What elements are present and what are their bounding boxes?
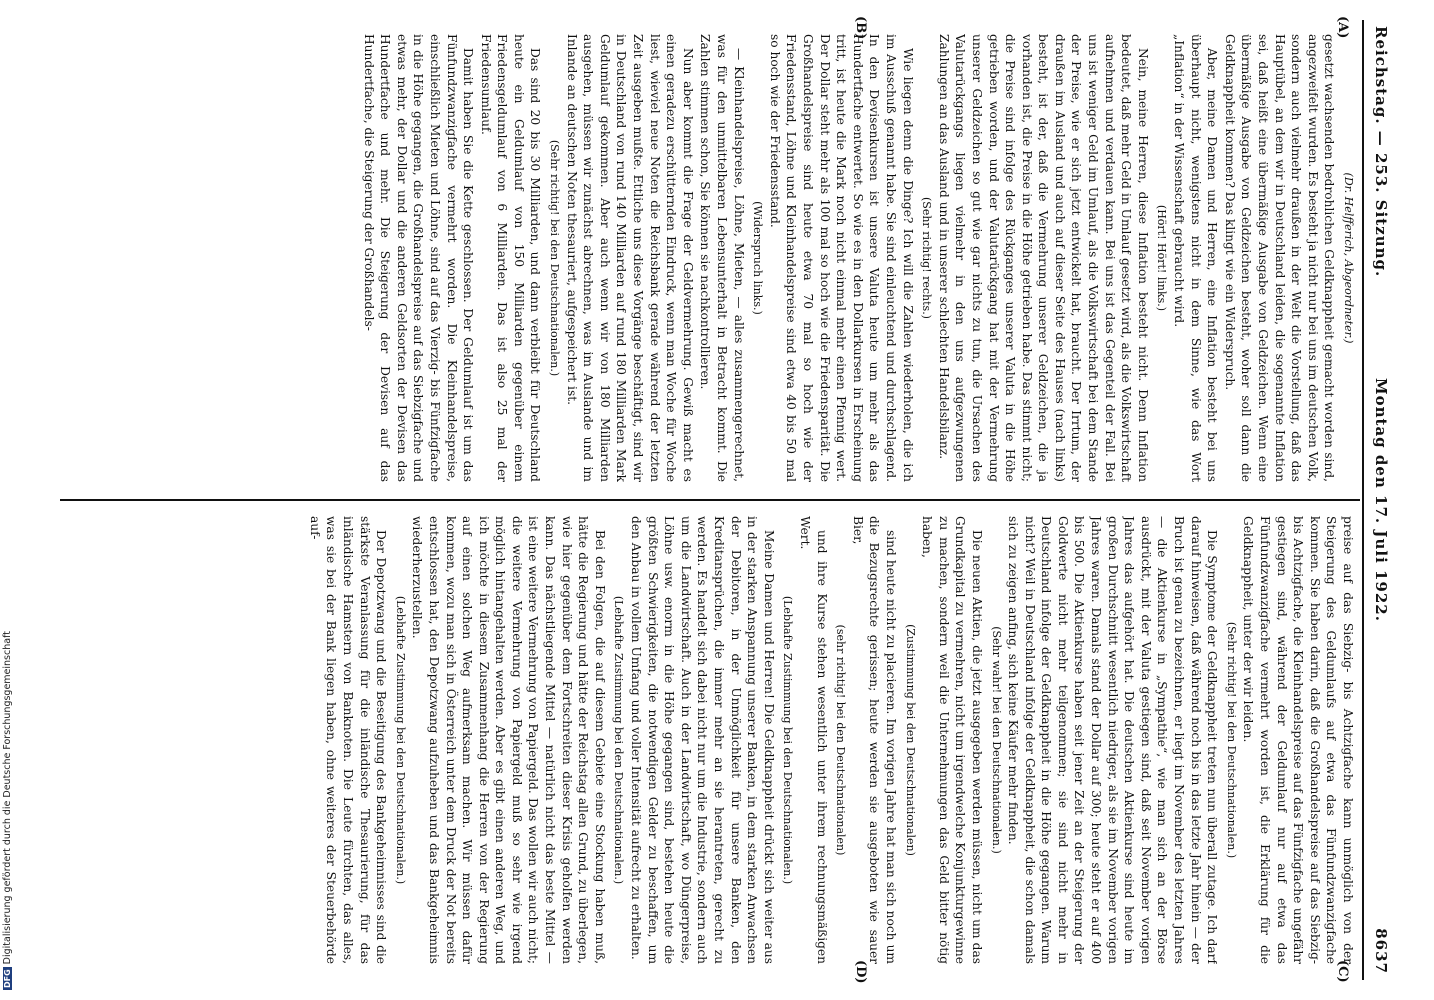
interjection: (Hört! Hört! links.): [1155, 204, 1169, 312]
paragraph: Aber, meine Damen und Herren, eine Inflation besteht bei uns überhaupt nicht, wenigstens nicht in dem Sinne, wie das Wort „Inflation“ in der Wissenschaft gebraucht wird.: [1172, 34, 1220, 482]
paragraph: preise auf das Siebzig- bis Achtzigfache kann unmöglich von der Steigerung des Geldumlaufs auf etwa das Fünfundzwanzigfache kommen. Sie haben darin, daß die Großhandelspreise auf das Siebzig- bis Achtzigfache, die Kleinhandelspreise auf das Fünfzigfache ungefähr gestiegen sind, während der Geldumlauf nur auf etwa das Fünfundzwanzigfache vermehrt worden ist, die Erklärung für die Geldknappheit, unter der wir leiden.: [1241, 516, 1355, 964]
header-date: Montag den 17. Juli 1922.: [1372, 378, 1390, 622]
interjection: (Lebhafte Zustimmung bei den Deutschnationalen.): [612, 595, 626, 885]
margin-marker-c: (C): [1335, 960, 1350, 983]
margin-marker-a: (A): [1335, 16, 1350, 39]
header-rule: [1362, 20, 1364, 980]
paragraph: Damit haben Sie die Kette geschlossen. Der Geldumlauf ist um das Fünfundzwanzigfache vermehrt worden. Die Kleinhandelspreise, einschließlich Mieten und Löhne, sind auf das Vierzig- bis Fünfzigfache in die Höhe gegangen, die Großhandelspreise auf das Siebzigfache und etwas mehr, der Dollar und die anderen Geldsorten der Devisen das Hundertfache und mehr. Die Steigerung der Devisen auf das Hundertfache, die Steigerung der Großhandels-: [361, 34, 476, 482]
digitization-note: [2, 10, 16, 990]
paragraph: gesetzt wachsenden bedrohlichen Geldknappheit gemacht worden sind, angezweifelt wurden. Es besteht ja nicht nur bei uns im deutschen Volk, sondern auch vielmehr draußen in der Welt die Vorstellung, daß das Hauptübel, an dem wir in Deutschland leiden, die sogenannte Inflation sei, daß heißt eine übermäßige Ausgabe von Geldzeichen. Wenn eine übermäßige Ausgabe von Geldzeichen besteht, woher soll dann die Geldknappheit kommen? Das klingt wie ein Widerspruch.: [1222, 34, 1337, 482]
interjection: (sehr richtig! bei den Deutschnationalen): [834, 624, 848, 856]
paragraph: Nein, meine Herren, diese Inflation besteht nicht. Denn Inflation bedeutet, daß mehr Geld in Umlauf gesetzt wird, als die Volkswirtschaft aufnehmen und verdauen kann. Bei uns ist das Gegenteil der Fall. Bei uns ist weniger Geld im Umlauf, als die Volkswirtschaft bei dem Stande der Preise, wie er sich jetzt entwickelt hat, braucht. Der Irrtum, der draußen im Ausland und auch auf dieser Seite des Hauses (nach links) besteht, ist der, daß die Vermehrung unserer Geldzeichen, die ja vorhanden ist, die Preise in die Höhe getrieben habe. Das stimmt nicht; die Preise sind infolge des Rückganges unserer Valuta in die Höhe getrieben worden, und der Valutarückgang hat mit der Vermehrung unserer Geldzeichen so gut wie gar nichts zu tun, die Ursachen des Valutarückgangs liegen vielmehr in den uns aufgezwungenen Zahlungen an das Ausland und in unserer schlechten Handelsbilanz.: [936, 34, 1150, 482]
interjection: (Sehr wahr! bei den Deutschnationalen.): [989, 626, 1003, 854]
header-session: Reichstag. — 253. Sitzung.: [1372, 26, 1390, 278]
interjection: (Sehr richtig! bei den Deutschnationalen.): [1224, 621, 1238, 859]
paragraph: sind heute nicht zu placieren. Im vorigen Jahre hat man sich noch um die Bezugsrechte gerissen; heute werden sie ausgeboten wie sauer Bier,: [850, 516, 898, 964]
interjection: (Sehr richtig! bei den Deutschnationalen.): [548, 139, 562, 377]
interjection: (Widerspruch links.): [751, 201, 765, 315]
right-paragraphs: [306, 516, 1356, 964]
paragraph: Nun aber kommt die Frage der Geldvermehrung. Gewiß macht es einen geradezu erschütternden Eindruck, wenn man Woche für Woche liest, wieviel neue Noten die Reichsbank gerade während der letzten Zeit ausgeben mußte. Ettliche uns diese Vorgänge beschäftigt, sind wir in Deutschland von rund 140 Milliarden auf rund 180 Milliarden Mark Geldumlauf gekommen. Aber auch wenn wir von 180 Milliarden ausgehen, müssen wir zunächst abrechnen, was im Auslande und im Inlande an deutschen Noten thesauriert, aufgespeichert ist.: [564, 34, 695, 482]
page-header: [1364, 20, 1390, 980]
margin-marker-d: (D): [853, 960, 868, 984]
speaker-line: (Dr. Helfferich, Abgeordneter.): [1342, 172, 1355, 344]
paragraph: und ihre Kurse stehen wesentlich unter ihrem rechnungsmäßigen Wert.: [798, 516, 829, 964]
paragraph: Die Symptome der Geldknappheit treten nun überall zutage. Ich darf darauf hinweisen, daß während noch bis in das letzte Jahr hinein — der Bruch ist genau zu bezeichnen, er liegt im November des letzten Jahres — die Aktienkurse in „Sympathie“, wie man sich an der Börse ausdrückt, mit der Valuta gestiegen sind, daß seit November vorigen Jahres das aufgehört hat. Die deutschen Aktienkurse sind heute im großen Durchschnitt wesentlich niedriger, als sie im November vorigen Jahres waren. Damals stand der Dollar auf 300; heute steht er auf 400 bis 500. Die Aktienkurse haben seit jener Zeit an der Steigerung der Goldwerte nicht mehr teilgenommen; sie sind nicht mehr in Deutschland infolge der Geldknappheit in die Höhe gegangen. Warum nicht? Weil in Deutschland infolge der Geldknappheit, die schon damals sich zu zeigen anfing, sich keine Käufer mehr finden.: [1006, 516, 1220, 964]
margin-marker-b: (B): [853, 16, 868, 40]
paragraph: Meine Damen und Herren! Die Geldknappheit drückt sich weiter aus in der starken Anspannung unserer Banken, in dem starken Anwachsen der Debitoren, in der Unmöglichkeit für unsere Banken, den Kreditansprüchen, die immer mehr an sie herantreten, gerecht zu werden. Es handelt sich dabei nicht nur um die Industrie, sondern auch um die Landwirtschaft. Auch in der Landwirtschaft, wo Düngerpreise, Löhne usw. enorm in die Höhe gegangen sind, bestehen heute die größten Schwierigkeiten, die notwendigen Gelder zu beschaffen, um den Anbau in vollem Umfang und voller Intensität aufrecht zu erhalten.: [629, 516, 776, 964]
interjection: (Lebhafte Zustimmung bei den Deutschnationalen.): [393, 595, 407, 885]
interjection: (Lebhafte Zustimmung bei den Deutschnationalen.): [781, 595, 795, 885]
page-number: 8637: [1372, 928, 1390, 974]
column-divider: [60, 499, 1360, 501]
paragraph: Wie liegen denn die Dinge? Ich will die Zahlen wiederholen, die ich im Ausschuß genannt habe. Sie sind einleuchtend und durchschlagend. In den Devisenkursen ist unsere Valuta heute um mehr als das Hundertfache entwertet. So wie es in den Dollarkursen in Erscheinung tritt, ist heute die Mark noch nicht einmal mehr einen Pfennig wert. Der Dollar steht mehr als 100 mal so hoch wie die Friedensparität. Die Großhandelspreise sind heute etwa 70 mal so hoch wie der Friedensstand, Löhne und Kleinhandelspreise sind etwa 40 bis 50 mal so hoch wie der Friedensstand.: [767, 34, 915, 482]
rotated-newspaper-page: [50, 16, 1390, 984]
paragraph: Bei den Folgen, die auf diesem Gebiete eine Stockung haben muß, hätte die Regierung und hätte der Reichstag allen Grund, zu überlegen, wie hier gegenüber dem Fortschreiten dieser Krisis geholfen werden kann. Das nächstliegende Mittel — natürlich nicht das beste Mittel — ist eine weitere Vermehrung von Papiergeld. Das wollen wir auch nicht; die weitere Vermehrung von Papiergeld muß so sehr wie irgend möglich hintangehalten werden. Aber es gibt einen anderen Weg, und ich möchte in diesem Zusammenhang die Herren von der Regierung auf einen solchen Weg aufmerksam machen. Wir müssen dafür kommen, wozu man sich in Österreich unter dem Druck der Not bereits entschlossen hat, den Depotzwang aufzuheben und das Bankgeheimnis wiederherzustellen.: [410, 516, 607, 964]
left-paragraphs: [360, 34, 1337, 482]
digitization-note-text: Digitalisierung gefördert durch die Deutsche Forschungsgemeinschaft: [2, 631, 13, 965]
dfg-logo: DFG: [3, 969, 12, 988]
right-column: [56, 516, 1356, 964]
paragraph: Der Depotzwang und die Beseitigung des Bankgeheimnisses sind die stärkste Veranlassung für die inländische Thesaurierung, für das inländische Hamstern von Banknoten. Die Leute fürchten, das alles, was sie bei der Bank liegen haben, ohne weiteres der Steuerbehörde auf-: [307, 516, 389, 964]
paragraph: — Kleinhandelspreise, Löhne, Mieten, — alles zusammengerechnet, was für den unmittelbaren Lebensunterhalt in Betracht kommt. Die Zahlen stimmen schon, Sie können sie nachkontrollieren.: [698, 34, 746, 482]
left-column: [56, 34, 1356, 482]
interjection: (Zustimmung bei den Deutschnationalen): [903, 624, 917, 856]
paragraph: Das sind 20 bis 30 Milliarden, und dann verbleibt für Deutschland heute ein Geldumlauf von 150 Milliarden gegenüber einem Friedensgeldumlauf von 6 Milliarden. Das ist also 25 mal der Friedensumlauf.: [478, 34, 543, 482]
paragraph: Die neuen Aktien, die jetzt ausgegeben werden müssen, nicht um das Grundkapital zu vermehren, nicht um irgendwelche Konjunkturgewinne zu machen, sondern weil die Unternehmungen das Geld bitter nötig haben,: [920, 516, 984, 964]
interjection: (Sehr richtig! rechts.): [920, 197, 934, 319]
